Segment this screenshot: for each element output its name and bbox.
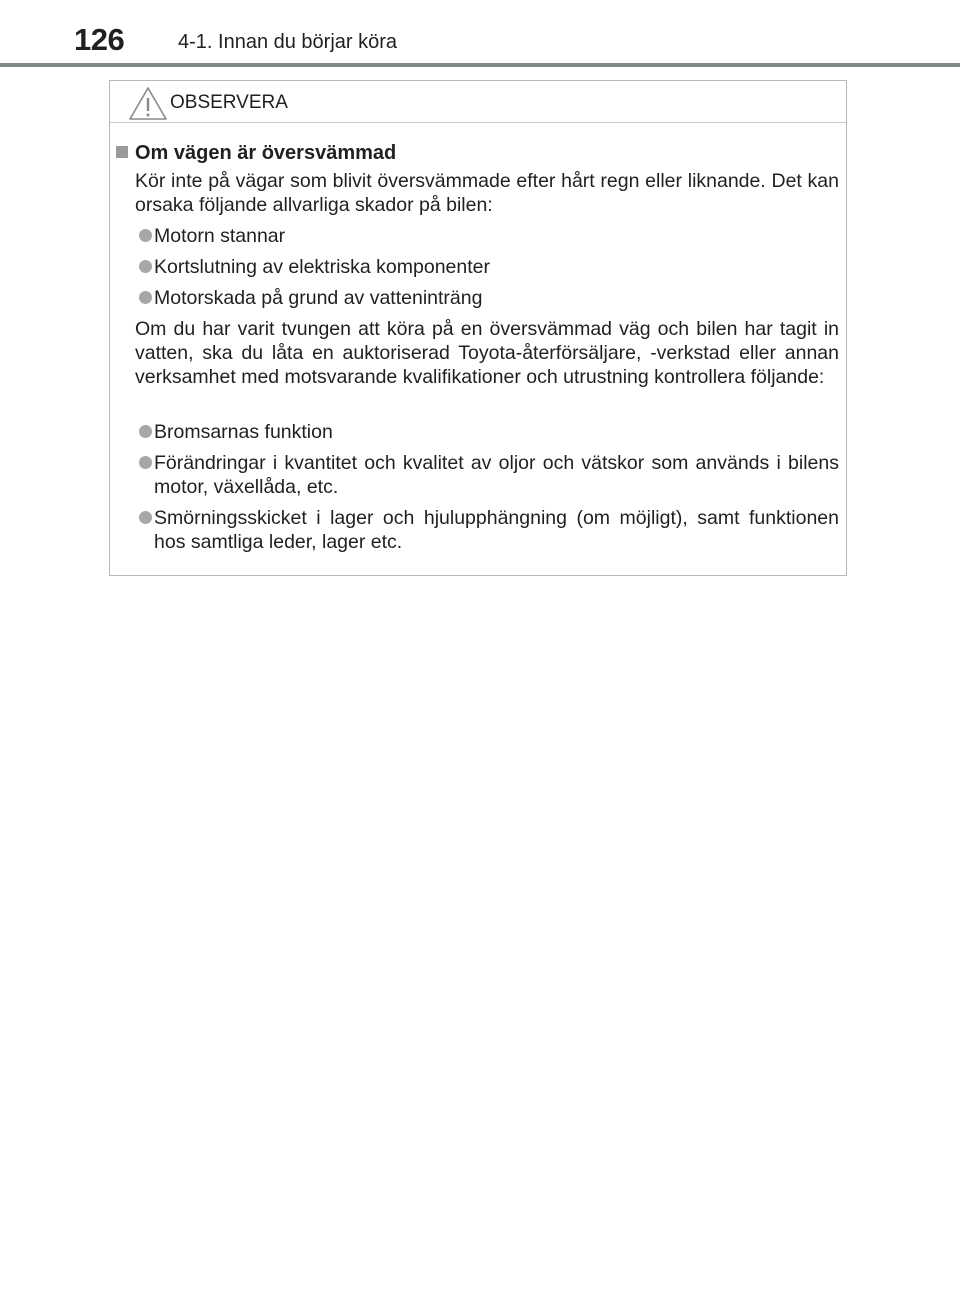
instruction-paragraph: Om du har varit tvungen att köra på en översvämmad väg och bilen har tagit in vatten, ska du låta en auktoriserad Toyota-återförsäljare, -verkstad eller annan verksamhet med motsvarande kvalifikationer och utrustning kontrollera följande: [135,318,839,388]
header-divider [0,63,960,67]
caution-header [110,81,846,123]
list-item: Motorn stannar [122,224,839,248]
section-title: 4-1. Innan du börjar köra [178,31,398,53]
list-item: Kortslutning av elektriska komponenter [122,255,839,279]
subheading [116,142,396,165]
bullet-dot-icon [139,511,152,524]
bullet-dot-icon [139,291,152,304]
page-number: 126 [74,22,125,57]
bullet-dot-icon [139,260,152,273]
caution-label: OBSERVERA [170,92,288,113]
warning-triangle-icon [128,86,168,121]
square-bullet-icon [116,146,128,158]
bullet-dot-icon [139,425,152,438]
bullet-dot-icon [139,229,152,242]
list-item: Bromsarnas funktion [122,420,839,444]
list-item: Förändringar i kvantitet och kvalitet av oljor och vätskor som används i bilens motor, växellåda, etc. [122,451,839,499]
intro-paragraph: Kör inte på vägar som blivit översvämmade efter hårt regn eller liknande. Det kan orsaka följande allvarliga skador på bilen: [135,170,839,216]
caution-box [109,80,847,576]
bullet-dot-icon [139,456,152,469]
subheading-text: Om vägen är översvämmad [135,142,397,164]
list-item: Motorskada på grund av vatteninträng [122,286,839,310]
list-item: Smörningsskicket i lager och hjulupphängning (om möjligt), samt funktionen hos samtliga leder, lager etc. [122,506,839,554]
